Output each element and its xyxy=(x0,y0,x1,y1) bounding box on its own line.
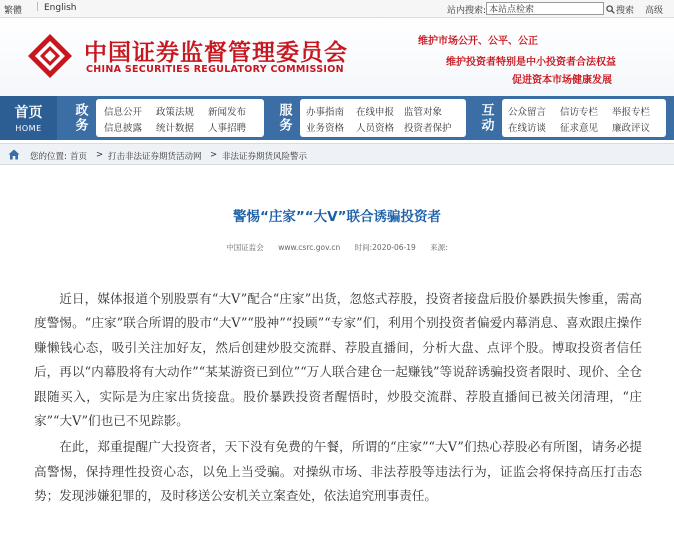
article-paragraph: 近日，媒体报道个别股票有“大V”配合“庄家”出货，忽悠式荐股，投资者接盘后股价暴跌损失惨重，需高度警惕。“庄家”联合所谓的股市“大V”“股神”“投顾”“专家”们，利用个别投资者偏爱内幕消息、喜欢跟庄操作赚懒钱心态，吸引关注加好友，然后创建炒股交流群、荐股直播间，分析大盘、点评个股。博取投资者信任后，再以“内幕股将有大动作”“某某游资已到位”“万人联合建仓一起赚钱”等说辞诱骗投资者限时、现价、全仓跟随买入，实际是为庄家出货接盘。股价暴跌投资者醒悟时，炒股交流群、荐股直播间已被关闭清理，“庄家”“大V”们也已不见踪影。 xyxy=(34,291,642,429)
top-utility-bar xyxy=(0,0,674,18)
nav-link-public-message[interactable]: 公众留言 xyxy=(508,107,547,118)
nav-link-statistics[interactable]: 统计数据 xyxy=(156,123,195,134)
article-time: 时间:2020-06-19 xyxy=(354,243,416,252)
article-origin: 来源: xyxy=(430,243,448,252)
article-source: 中国证监会 xyxy=(226,243,264,252)
article-paragraph: 在此，郑重提醒广大投资者，天下没有免费的午餐，所谓的“庄家”“大V”们热心荐股必有所图，请务必提高警惕，保持理性投资心态，以免上当受骗。对操纵市场、非法荐股等违法行为，证监会将保持高压打击态势；发现涉嫌犯罪的，及时移送公安机关立案查处，依法追究刑事责任。 xyxy=(34,439,642,504)
nav-category-services xyxy=(272,96,296,140)
nav-link-business-qualification[interactable]: 业务资格 xyxy=(306,123,345,134)
nav-home[interactable] xyxy=(0,96,57,140)
nav-link-online-declaration[interactable]: 在线申报 xyxy=(356,107,395,118)
language-separator: | xyxy=(36,2,40,12)
nav-category-interaction xyxy=(474,96,498,140)
gov-affairs-panel xyxy=(96,99,264,137)
nav-category-gov-affairs xyxy=(68,96,92,140)
search-button[interactable] xyxy=(606,2,634,16)
nav-link-investor-protection[interactable]: 投资者保护 xyxy=(404,123,452,134)
breadcrumb-home-link[interactable]: 首页 xyxy=(70,152,88,162)
org-name-en: CHINA SECURITIES REGULATORY COMMISSION xyxy=(86,64,344,75)
breadcrumb-anti-illegal-link[interactable]: 打击非法证券期货活动网 xyxy=(108,152,202,162)
slogan-line-3: 促进资本市场健康发展 xyxy=(512,75,612,86)
breadcrumb xyxy=(0,143,674,165)
nav-link-online-interview[interactable]: 在线访谈 xyxy=(508,123,547,134)
interaction-panel xyxy=(502,99,666,137)
services-panel xyxy=(300,99,466,137)
article-title: 警惕“庄家”“大V”联合诱骗投资者 xyxy=(233,209,441,225)
nav-link-news-release[interactable]: 新闻发布 xyxy=(208,107,247,118)
gov-affairs-label: 政务 xyxy=(72,103,88,133)
nav-link-solicit-opinions[interactable]: 征求意见 xyxy=(560,123,599,134)
csrc-logo-icon[interactable] xyxy=(26,32,74,80)
nav-link-service-guide[interactable]: 办事指南 xyxy=(306,107,345,118)
nav-home-label-cn: 首页 xyxy=(14,105,43,121)
site-search-label: 站内搜索: xyxy=(447,6,487,16)
nav-link-recruitment[interactable]: 人事招聘 xyxy=(208,123,247,134)
breadcrumb-risk-warning-link[interactable]: 非法证券期货风险警示 xyxy=(222,152,308,162)
english-link[interactable]: English xyxy=(44,3,77,13)
nav-link-personnel-qualification[interactable]: 人员资格 xyxy=(356,123,395,134)
breadcrumb-separator: > xyxy=(96,150,104,160)
traditional-chinese-link[interactable]: 繁體 xyxy=(4,6,23,16)
nav-link-info-disclosure-public[interactable]: 信息公开 xyxy=(104,107,143,118)
search-button-label: 搜索 xyxy=(616,5,635,16)
site-search-input[interactable] xyxy=(486,2,604,15)
nav-link-info-disclosure[interactable]: 信息披露 xyxy=(104,123,143,134)
breadcrumb-prefix: 您的位置: xyxy=(30,152,67,162)
org-name-cn: 中国证券监督管理委员会 xyxy=(84,40,348,66)
article-meta xyxy=(0,242,674,253)
main-navigation xyxy=(0,96,674,140)
home-icon xyxy=(8,149,20,160)
nav-link-report[interactable]: 举报专栏 xyxy=(612,107,651,118)
search-icon xyxy=(606,5,615,14)
slogan-line-1: 维护市场公开、公平、公正 xyxy=(418,36,538,47)
article-url: www.csrc.gov.cn xyxy=(278,243,341,252)
article-body xyxy=(34,287,642,511)
slogan-line-2: 维护投资者特别是中小投资者合法权益 xyxy=(446,57,616,68)
nav-link-petition[interactable]: 信访专栏 xyxy=(560,107,599,118)
site-banner xyxy=(0,18,674,96)
advanced-search-button[interactable]: 高级 xyxy=(645,6,664,16)
interaction-label: 互动 xyxy=(478,103,494,133)
nav-home-label-en: HOME xyxy=(15,124,42,133)
nav-link-policies-regulations[interactable]: 政策法规 xyxy=(156,107,195,118)
nav-link-integrity-evaluation[interactable]: 廉政评议 xyxy=(612,123,651,134)
breadcrumb-separator: > xyxy=(210,150,218,160)
nav-link-regulated-entities[interactable]: 监管对象 xyxy=(404,107,443,118)
services-label: 服务 xyxy=(276,103,292,133)
